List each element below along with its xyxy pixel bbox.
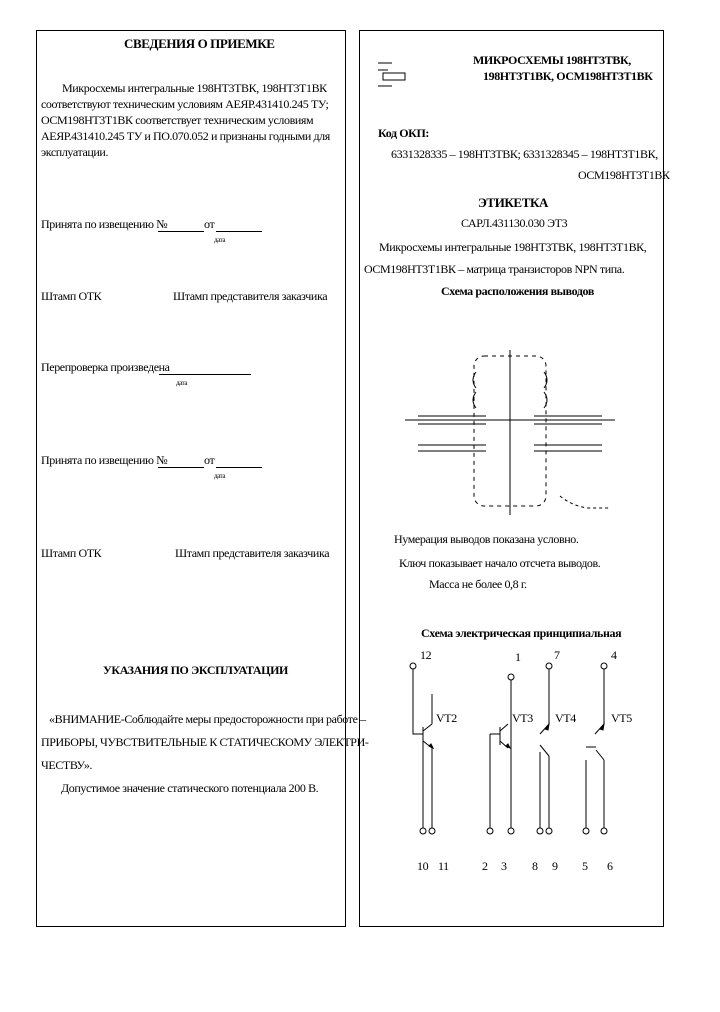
stamp-customer-label: Штамп представителя заказчика xyxy=(173,289,328,303)
operation-line: «ВНИМАНИЕ-Соблюдайте меры предосторожности при работе – xyxy=(49,712,366,726)
acceptance-line: Микросхемы интегральные 198НТ3ТВК, 198НТ3Т1ВК xyxy=(62,81,327,95)
recheck-date-label: дата xyxy=(176,379,188,387)
bottom-pin-label: 2 xyxy=(482,859,488,873)
transistor-schematic xyxy=(410,663,607,834)
accepted-notice-label: Принята по извещению № xyxy=(41,453,168,467)
from-label: от xyxy=(204,453,215,467)
pin-10-terminal xyxy=(420,828,426,834)
operation-line: ЧЕСТВУ». xyxy=(41,758,93,772)
pin-12-terminal xyxy=(410,663,416,669)
bottom-pin-label: 6 xyxy=(607,859,613,873)
pin-3-terminal xyxy=(508,828,514,834)
stamp-otk-label: Штамп ОТК xyxy=(41,289,102,303)
operation-title: УКАЗАНИЯ ПО ЭКСПЛУАТАЦИИ xyxy=(103,663,288,677)
stamp-otk-label: Штамп ОТК xyxy=(41,546,102,560)
pin-7-terminal xyxy=(546,663,552,669)
acceptance-line: соответствуют техническим условиям АЕЯР.431410.245 ТУ; xyxy=(41,97,329,111)
pinout-note: Масса не более 0,8 г. xyxy=(429,577,527,591)
stamp-customer-label: Штамп представителя заказчика xyxy=(175,546,330,560)
acceptance-line: эксплуатации. xyxy=(41,145,109,159)
key-marker xyxy=(560,496,610,508)
okp-label: Код ОКП: xyxy=(378,126,429,140)
accepted-notice-label: Принята по извещению № xyxy=(41,217,168,231)
bottom-pin-label: 8 xyxy=(532,859,538,873)
vt3-transistor xyxy=(490,680,511,828)
top-pin-label: 12 xyxy=(420,648,432,662)
vt2-transistor xyxy=(413,669,433,828)
acceptance-title: СВЕДЕНИЯ О ПРИЕМКЕ xyxy=(124,36,275,51)
recheck-label: Перепроверка произведена xyxy=(41,360,170,374)
pin-6-terminal xyxy=(601,828,607,834)
date-label: дата xyxy=(214,472,226,480)
pin-5-terminal xyxy=(583,828,589,834)
transistor-label: VT5 xyxy=(611,711,632,725)
label-code: САРЛ.431130.030 ЭТ3 xyxy=(461,216,568,230)
top-pin-label: 7 xyxy=(554,648,560,662)
product-title-line: 198НТ3Т1ВК, ОСМ198НТ3Т1ВК xyxy=(483,69,653,83)
okp-line: ОСМ198НТ3Т1ВК xyxy=(578,168,670,182)
product-title-line: МИКРОСХЕМЫ 198НТ3ТВК, xyxy=(473,53,631,67)
vt4-transistor xyxy=(540,669,549,828)
bottom-pin-label: 3 xyxy=(501,859,507,873)
date-label: дата xyxy=(214,236,226,244)
label-desc-line: ОСМ198НТ3Т1ВК – матрица транзисторов NPN типа. xyxy=(364,262,625,276)
label-desc-line: Микросхемы интегральные 198НТ3ТВК, 198НТ3Т1ВК, xyxy=(379,240,647,254)
pinout-title: Схема расположения выводов xyxy=(441,284,594,298)
top-pin-label: 4 xyxy=(611,648,617,662)
pin-4-terminal xyxy=(601,663,607,669)
bottom-pin-label: 9 xyxy=(552,859,558,873)
acceptance-line: ОСМ198НТ3Т1ВК соответствует техническим условиям xyxy=(41,113,314,127)
label-title: ЭТИКЕТКА xyxy=(478,195,548,210)
vt5-transistor xyxy=(586,669,604,828)
operation-line: Допустимое значение статического потенциала 200 В. xyxy=(61,781,319,795)
top-pin-label: 1 xyxy=(515,650,521,664)
pin-1-terminal xyxy=(508,674,514,680)
from-label: от xyxy=(204,217,215,231)
pin-11-terminal xyxy=(429,828,435,834)
bottom-pin-label: 11 xyxy=(438,859,449,873)
pinout-note: Нумерация выводов показана условно. xyxy=(394,532,579,546)
pin-8-terminal xyxy=(537,828,543,834)
transistor-label: VT4 xyxy=(555,711,576,725)
transistor-label: VT2 xyxy=(436,711,457,725)
pinout-note: Ключ показывает начало отсчета выводов. xyxy=(399,556,601,570)
schematic-title: Схема электрическая принципиальная xyxy=(421,626,622,640)
pin-2-terminal xyxy=(487,828,493,834)
bottom-pin-label: 10 xyxy=(417,859,429,873)
package-pinout-drawing xyxy=(405,350,615,515)
okp-line: 6331328335 – 198НТ3ТВК; 6331328345 – 198НТ3Т1ВК, xyxy=(391,147,658,161)
pin-9-terminal xyxy=(546,828,552,834)
bottom-pin-label: 5 xyxy=(582,859,588,873)
transistor-label: VT3 xyxy=(512,711,533,725)
key-symbol-icon xyxy=(378,63,405,86)
acceptance-line: АЕЯР.431410.245 ТУ и ПО.070.052 и признаны годными для xyxy=(41,129,330,143)
operation-line: ПРИБОРЫ, ЧУВСТВИТЕЛЬНЫЕ К СТАТИЧЕСКОМУ ЭЛЕКТРИ- xyxy=(41,735,369,749)
